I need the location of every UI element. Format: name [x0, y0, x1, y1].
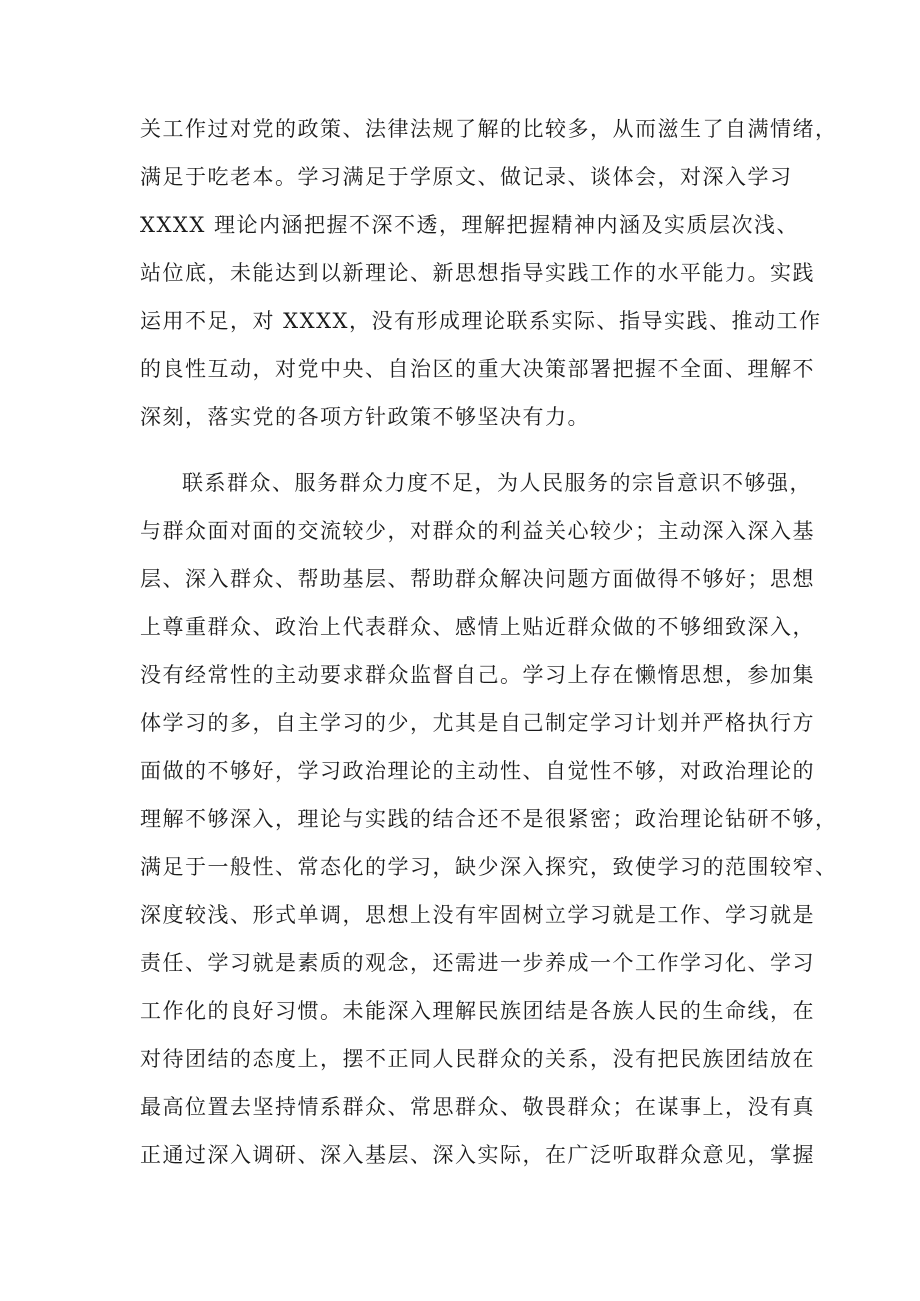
paragraph-line: 联系群众、服务群众力度不足，为人民服务的宗旨意识不够强，	[182, 471, 812, 495]
paragraph-line: 正通过深入调研、深入基层、深入实际，在广泛听取群众意见，掌握	[140, 1143, 815, 1167]
paragraph-line: 层、深入群众、帮助基层、帮助群众解决问题方面做得不够好；思想	[140, 567, 815, 591]
paragraph-line: 深刻，落实党的各项方针政策不够坚决有力。	[140, 405, 590, 429]
paragraph-line: 责任、学习就是素质的观念，还需进一步养成一个工作学习化、学习	[140, 951, 815, 975]
paragraph-line: 关工作过对党的政策、法律法规了解的比较多，从而滋生了自满情绪，	[140, 117, 838, 141]
paragraph-line: 上尊重群众、政治上代表群众、感情上贴近群众做的不够细致深入，	[140, 615, 815, 639]
paragraph-line: 没有经常性的主动要求群众监督自己。学习上存在懒惰思想，参加集	[140, 663, 815, 687]
paragraph-line: 的良性互动，对党中央、自治区的重大决策部署把握不全面、理解不	[140, 357, 815, 381]
paragraph-line: XXXX 理论内涵把握不深不透，理解把握精神内涵及实质层次浅、	[140, 213, 799, 237]
paragraph-line: 满足于吃老本。学习满足于学原文、做记录、谈体会，对深入学习	[140, 165, 793, 189]
paragraph-line: 最高位置去坚持情系群众、常思群众、敬畏群众；在谋事上，没有真	[140, 1095, 815, 1119]
paragraph-line: 理解不够深入，理论与实践的结合还不是很紧密；政治理论钻研不够，	[140, 807, 838, 831]
paragraph-line: 满足于一般性、常态化的学习，缺少深入探究，致使学习的范围较窄、	[140, 855, 838, 879]
paragraph-line: 与群众面对面的交流较少，对群众的利益关心较少；主动深入深入基	[140, 519, 815, 543]
paragraph-1	[140, 105, 838, 441]
paragraph-line: 深度较浅、形式单调，思想上没有牢固树立学习就是工作、学习就是	[140, 903, 815, 927]
paragraph-2	[140, 459, 838, 1179]
paragraph-line: 对待团结的态度上，摆不正同人民群众的关系，没有把民族团结放在	[140, 1047, 815, 1071]
paragraph-line: 运用不足，对 XXXX，没有形成理论联系实际、指导实践、推动工作	[140, 309, 822, 333]
paragraph-line: 工作化的良好习惯。未能深入理解民族团结是各族人民的生命线，在	[140, 999, 815, 1023]
paragraph-line: 站位底，未能达到以新理论、新思想指导实践工作的水平能力。实践	[140, 261, 815, 285]
paragraph-line: 体学习的多，自主学习的少，尤其是自己制定学习计划并严格执行方	[140, 711, 815, 735]
paragraph-line: 面做的不够好，学习政治理论的主动性、自觉性不够，对政治理论的	[140, 759, 815, 783]
